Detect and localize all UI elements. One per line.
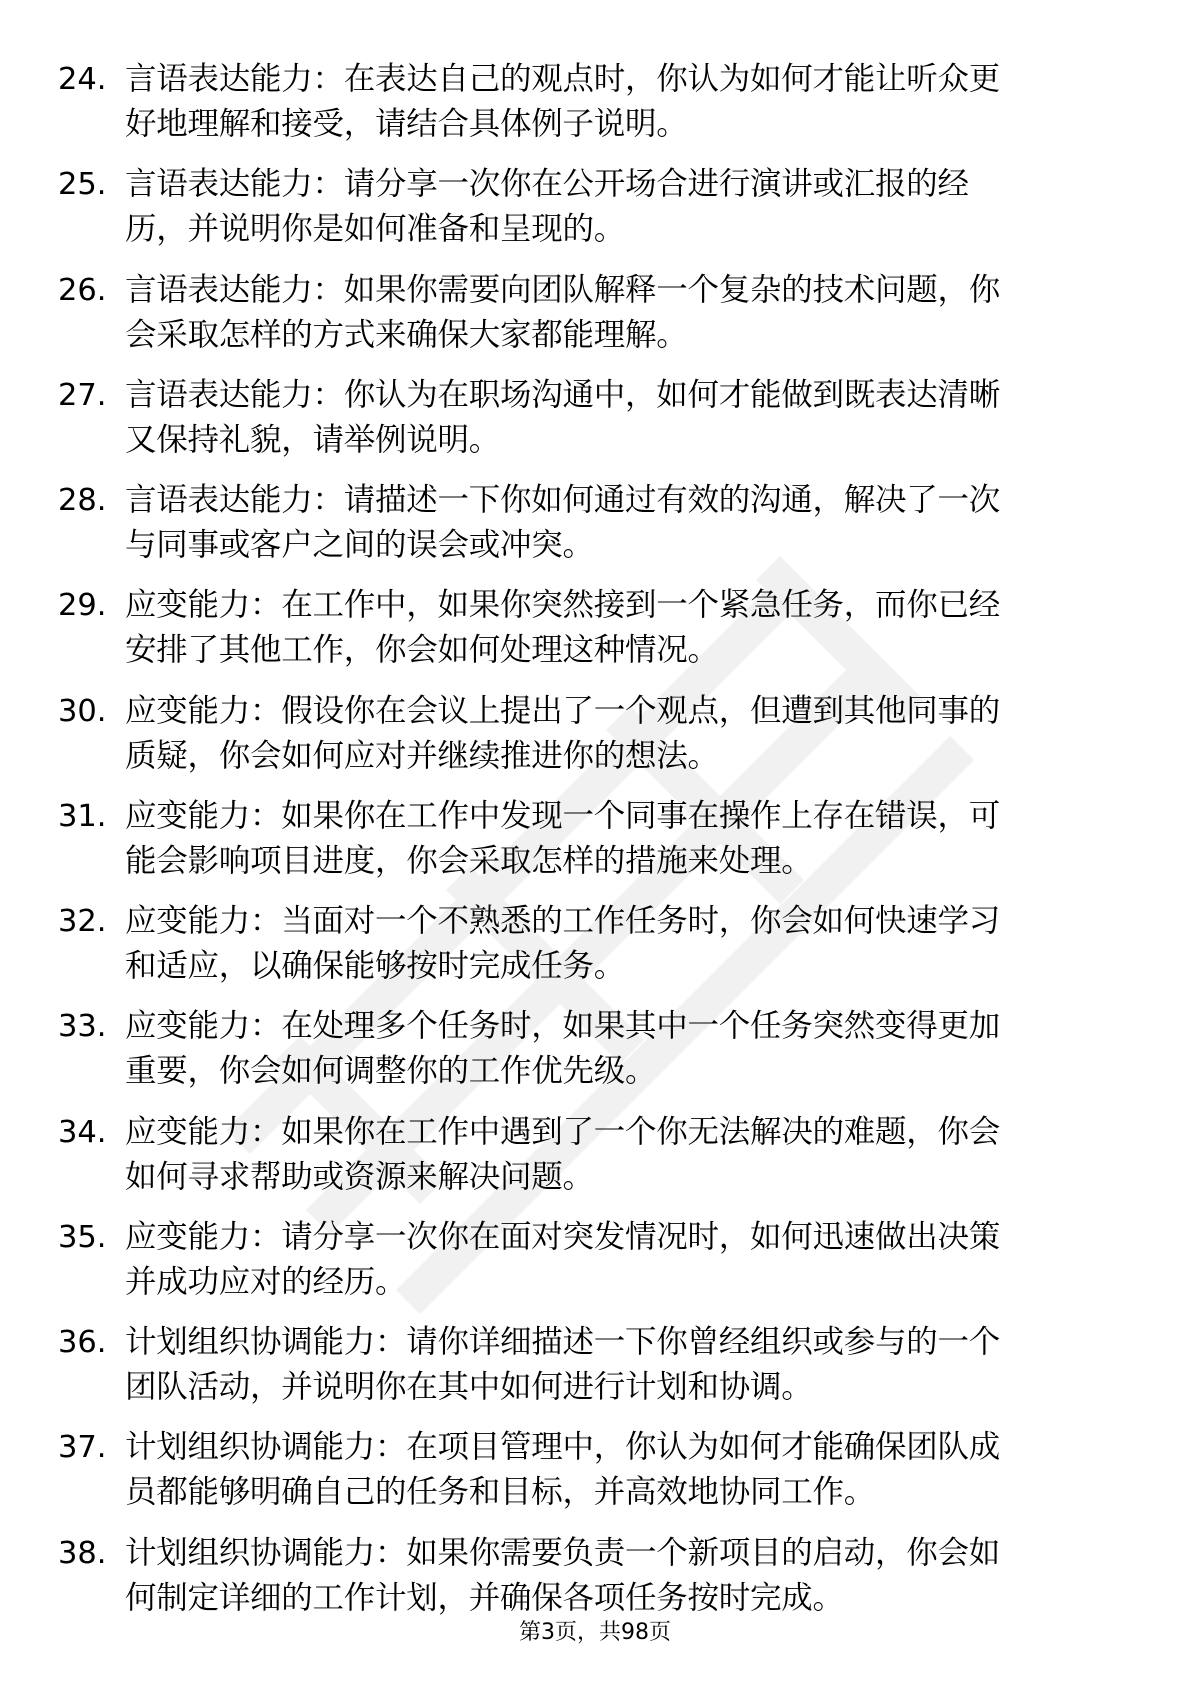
question-item-38 [58, 1531, 1118, 1623]
question-item-29 [58, 583, 1118, 675]
question-number: 27. [58, 377, 107, 413]
question-item-34 [58, 1110, 1118, 1202]
question-text-line: 并成功应对的经历。 [125, 1263, 407, 1300]
question-text-line: 能会影响项目进度，你会采取怎样的措施来处理。 [125, 842, 813, 879]
question-text [125, 583, 1125, 673]
question-text [125, 1110, 1125, 1200]
question-text-line: 会采取怎样的方式来确保大家都能理解。 [125, 316, 688, 353]
question-number: 38. [58, 1535, 107, 1571]
question-text-line: 团队活动，并说明你在其中如何进行计划和协调。 [125, 1369, 813, 1405]
question-text-line: 应变能力：当面对一个不熟悉的工作任务时，你会如何快速学习 [125, 903, 1001, 939]
question-text-line: 何制定详细的工作计划，并确保各项任务按时完成。 [125, 1579, 844, 1616]
question-text-line: 又保持礼貌，请举例说明。 [125, 421, 501, 458]
question-text-line: 质疑，你会如何应对并继续推进你的想法。 [125, 737, 719, 774]
question-text-line: 好地理解和接受，请结合具体例子说明。 [125, 106, 688, 142]
question-number: 31. [58, 798, 107, 834]
question-text-line: 和适应，以确保能够按时完成任务。 [125, 948, 626, 984]
question-text-line: 计划组织协调能力：在项目管理中，你认为如何才能确保团队成 [125, 1429, 1001, 1466]
question-text-line: 员都能够明确自己的任务和目标，并高效地协同工作。 [125, 1474, 876, 1511]
question-text-line: 言语表达能力：请描述一下你如何通过有效的沟通，解决了一次 [125, 482, 1001, 518]
question-text-line: 言语表达能力：如果你需要向团队解释一个复杂的技术问题，你 [125, 271, 1001, 308]
question-item-30 [58, 689, 1118, 781]
question-text-line: 言语表达能力：在表达自己的观点时，你认为如何才能让听众更 [125, 61, 1001, 97]
question-text [125, 1531, 1125, 1621]
question-text-line: 重要，你会如何调整你的工作优先级。 [125, 1053, 657, 1090]
question-text [125, 899, 1125, 989]
question-number: 29. [58, 588, 107, 624]
question-number: 34. [58, 1114, 107, 1150]
question-number: 32. [58, 904, 107, 939]
page-number-footer: 第3页，共98页 [519, 1620, 671, 1645]
question-text [125, 1004, 1125, 1094]
question-text [125, 689, 1125, 779]
question-text-line: 应变能力：如果你在工作中遇到了一个你无法解决的难题，你会 [125, 1113, 1001, 1150]
question-text-line: 言语表达能力：你认为在职场沟通中，如何才能做到既表达清晰 [125, 376, 1001, 413]
question-item-27 [58, 373, 1118, 465]
question-number: 24. [58, 62, 107, 97]
question-number: 28. [58, 483, 107, 518]
question-item-31 [58, 794, 1118, 886]
question-number: 33. [58, 1009, 107, 1045]
question-number: 35. [58, 1219, 107, 1255]
question-item-37 [58, 1425, 1118, 1517]
question-text [125, 1320, 1125, 1410]
question-text [125, 794, 1125, 884]
question-text-line: 如何寻求帮助或资源来解决问题。 [125, 1158, 594, 1195]
question-text [125, 268, 1125, 358]
question-item-32 [58, 899, 1118, 991]
question-text-line: 与同事或客户之间的误会或冲突。 [125, 527, 594, 563]
question-text [125, 57, 1125, 147]
question-item-25 [58, 162, 1118, 254]
question-item-24 [58, 57, 1118, 149]
question-item-35 [58, 1215, 1118, 1307]
question-text-line: 应变能力：如果你在工作中发现一个同事在操作上存在错误，可 [125, 797, 1001, 834]
question-text-line: 历，并说明你是如何准备和呈现的。 [125, 211, 626, 248]
question-text-line: 应变能力：请分享一次你在面对突发情况时，如何迅速做出决策 [125, 1218, 1001, 1255]
question-text [125, 373, 1125, 463]
question-text-line: 应变能力：在处理多个任务时，如果其中一个任务突然变得更加 [125, 1008, 1001, 1045]
question-item-36 [58, 1320, 1118, 1412]
question-text [125, 478, 1125, 568]
question-item-33 [58, 1004, 1118, 1096]
question-list [58, 57, 1118, 1636]
question-number: 37. [58, 1430, 107, 1466]
question-text-line: 安排了其他工作，你会如何处理这种情况。 [125, 632, 719, 669]
question-text [125, 1425, 1125, 1515]
question-text-line: 应变能力：假设你在会议上提出了一个观点，但遭到其他同事的 [125, 692, 1001, 729]
question-text-line: 言语表达能力：请分享一次你在公开场合进行演讲或汇报的经 [125, 166, 969, 203]
question-number: 30. [58, 693, 107, 729]
question-text [125, 1215, 1125, 1305]
question-text-line: 计划组织协调能力：请你详细描述一下你曾经组织或参与的一个 [125, 1324, 1001, 1360]
question-text [125, 162, 1125, 252]
question-text-line: 应变能力：在工作中，如果你突然接到一个紧急任务，而你已经 [125, 587, 1001, 624]
question-item-28 [58, 478, 1118, 570]
question-item-26 [58, 268, 1118, 360]
question-number: 36. [58, 1325, 107, 1360]
question-number: 25. [58, 167, 107, 203]
question-number: 26. [58, 272, 107, 308]
question-text-line: 计划组织协调能力：如果你需要负责一个新项目的启动，你会如 [125, 1534, 1001, 1571]
